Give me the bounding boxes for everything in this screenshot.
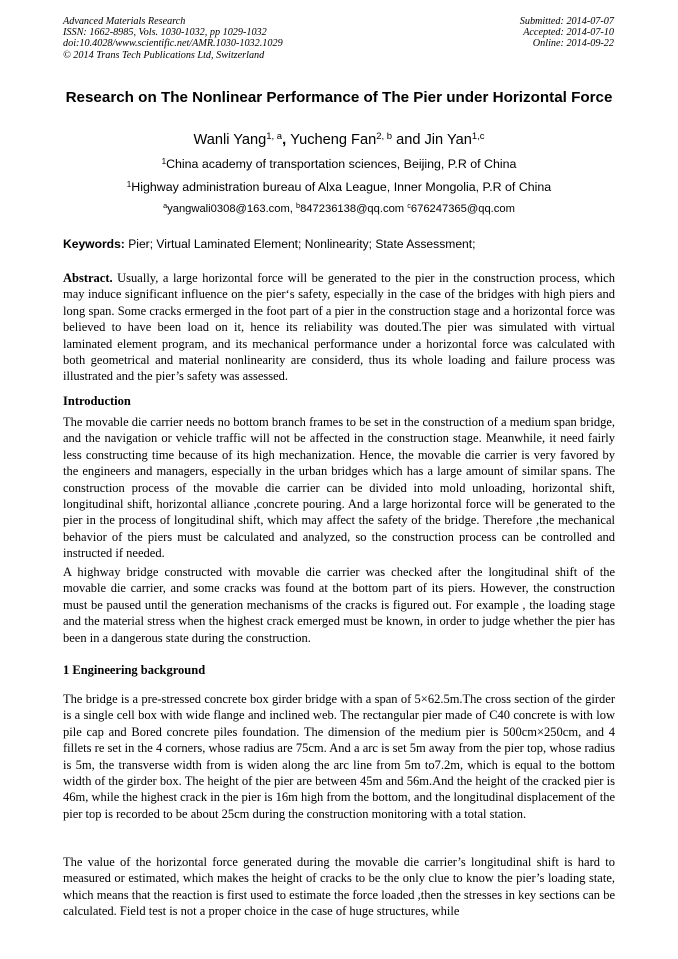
author-separator: , (282, 132, 291, 148)
journal-name: Advanced Materials Research (63, 16, 186, 27)
affiliation-text: China academy of transportation sciences, Beijing, P.R of China (166, 157, 517, 171)
affiliation-text: Highway administration bureau of Alxa League, Inner Mongolia, P.R of China (131, 180, 552, 194)
author-affiliation-mark: 2, b (376, 131, 393, 143)
author-name: Jin Yan (424, 132, 472, 148)
author-name: Yucheng Fan (290, 132, 377, 148)
abstract (63, 270, 615, 385)
copyright-line: © 2014 Trans Tech Publications Ltd, Switzerland (63, 49, 265, 61)
affiliation (63, 157, 615, 172)
email-address: yangwali0308@163.com, (167, 203, 297, 215)
keywords-text: Pier; Virtual Laminated Element; Nonlinearity; State Assessment; (124, 237, 476, 251)
doi-line: doi:10.4028/www.scientific.net/AMR.1030-1032.1029 (63, 38, 283, 50)
submitted-date: Submitted: 2014-07-07 (519, 16, 614, 27)
author-affiliation-mark: 1, a (266, 131, 283, 143)
author-list (63, 131, 615, 149)
paragraph: The movable die carrier needs no bottom branch frames to be set in the construction of a medium span bridge, and the navigation or vehicle traffic will not be affected in the construction stage. Meanwhile, it need fairly less constructing time because of its high mechanization. Hence, the movable die carrier is very favored by the engineers and managers, especially in the urban bridges which has a large amount of similar spans. The construction process of the movable die carrier can be divided into mold unloading, horizontal shift, longitudinal shift, horizontal alliance ,concrete pouring. And a large horizontal force will be generated to the pier in the process of longitudinal shift, which may affect the safety of the bridge. Therefore ,the mechanical behavior of the piers must be calculated and analyzed, so the construction process can be controlled and instructed if needed. (63, 415, 615, 561)
section-heading-introduction: Introduction (63, 394, 131, 408)
abstract-label: Abstract. (63, 271, 113, 285)
paper-title: Research on The Nonlinear Performance of The Pier under Horizontal Force (65, 89, 613, 106)
paragraph: The value of the horizontal force generated during the movable die carrier’s longitudinal shift is hard to measured or estimated, which makes the height of cracks to be the only clue to know the pier’s loading state, which means that the reaction is first used to estimate the force loaded ,then the stresses in key sections can be calculated. Field test is not a proper choice in the case of huge structures, while (63, 855, 615, 919)
author-separator: and (392, 132, 425, 148)
affiliation (63, 180, 615, 195)
journal-header (63, 16, 283, 61)
email-address: 676247365@qq.com (410, 203, 515, 215)
paragraph: The bridge is a pre-stressed concrete box girder bridge with a span of 5×62.5m.The cross section of the girder is a single cell box with wide flange and inclined web. The rectangular pier made of C40 concrete is with low pile cap and Bored concrete piles foundation. The dimension of the medium pier is 500cm×250cm, and 4 fillets re set in the 4 corners, whose radius are 75cm. And a arc is set 5m away from the pier top, whose radius is 5m, the transverse width from is widen along the arc line from 5m to7.2m, which is equal to the bottom width of the girder box. The height of the pier are between 45m and 56m.And the height of the cracked pier is 46m, while the highest crack in the pier is 16m high from the bottom, and the longitudinal displacement of the pier top is recorded to be about 25cm during the construction monitoring with a total station. (63, 692, 615, 821)
author-affiliation-mark: 1,c (471, 131, 485, 143)
email-mark: b (296, 201, 301, 211)
accepted-date: Accepted: 2014-07-10 (523, 27, 614, 39)
paragraph: A highway bridge constructed with movable die carrier was checked after the longitudinal shift of the movable die carrier, and some cracks was found at the bottom part of its piers. However, the construction must be paused until the generation mechanisms of the cracks is figured out. For example , the loading stage and the material stress when the highest crack emerged must be known, in order to judge whether the pier has been in a dangerous state during the construction. (63, 565, 615, 645)
online-date: Online: 2014-09-22 (532, 38, 614, 50)
author-name: Wanli Yang (193, 132, 267, 148)
affiliation-mark: 1 (126, 179, 132, 189)
keywords-label: Keywords: (63, 237, 125, 251)
dates-header (520, 16, 614, 50)
email-mark: c (407, 201, 411, 211)
keywords (63, 237, 615, 252)
author-emails (63, 202, 615, 216)
issn-line: ISSN: 1662-8985, Vols. 1030-1032, pp 1029-1032 (63, 27, 267, 39)
email-mark: a (163, 201, 168, 211)
email-address: 847236138@qq.com (300, 203, 408, 215)
affiliation-mark: 1 (161, 156, 167, 166)
abstract-text: Usually, a large horizontal force will be generated to the pier in the construction process, which may induce significant influence on the pier‘s safety, especially in the case of the bridges with high piers and long span. Some cracks ermerged in the foot part of a pier in the construction stage and a horizontal force was believed to have been load on it, hence its reliability was douted.The pier was simulated with virtual laminated element program, and its mechanical performance under a horizontal force was calculated with both geometrical and material nonlinearity are considerd, thus its whole loading and failure process was illustrated and the pier’s safety was assessed. (63, 271, 615, 384)
section-heading-engineering-background: 1 Engineering background (63, 663, 206, 677)
